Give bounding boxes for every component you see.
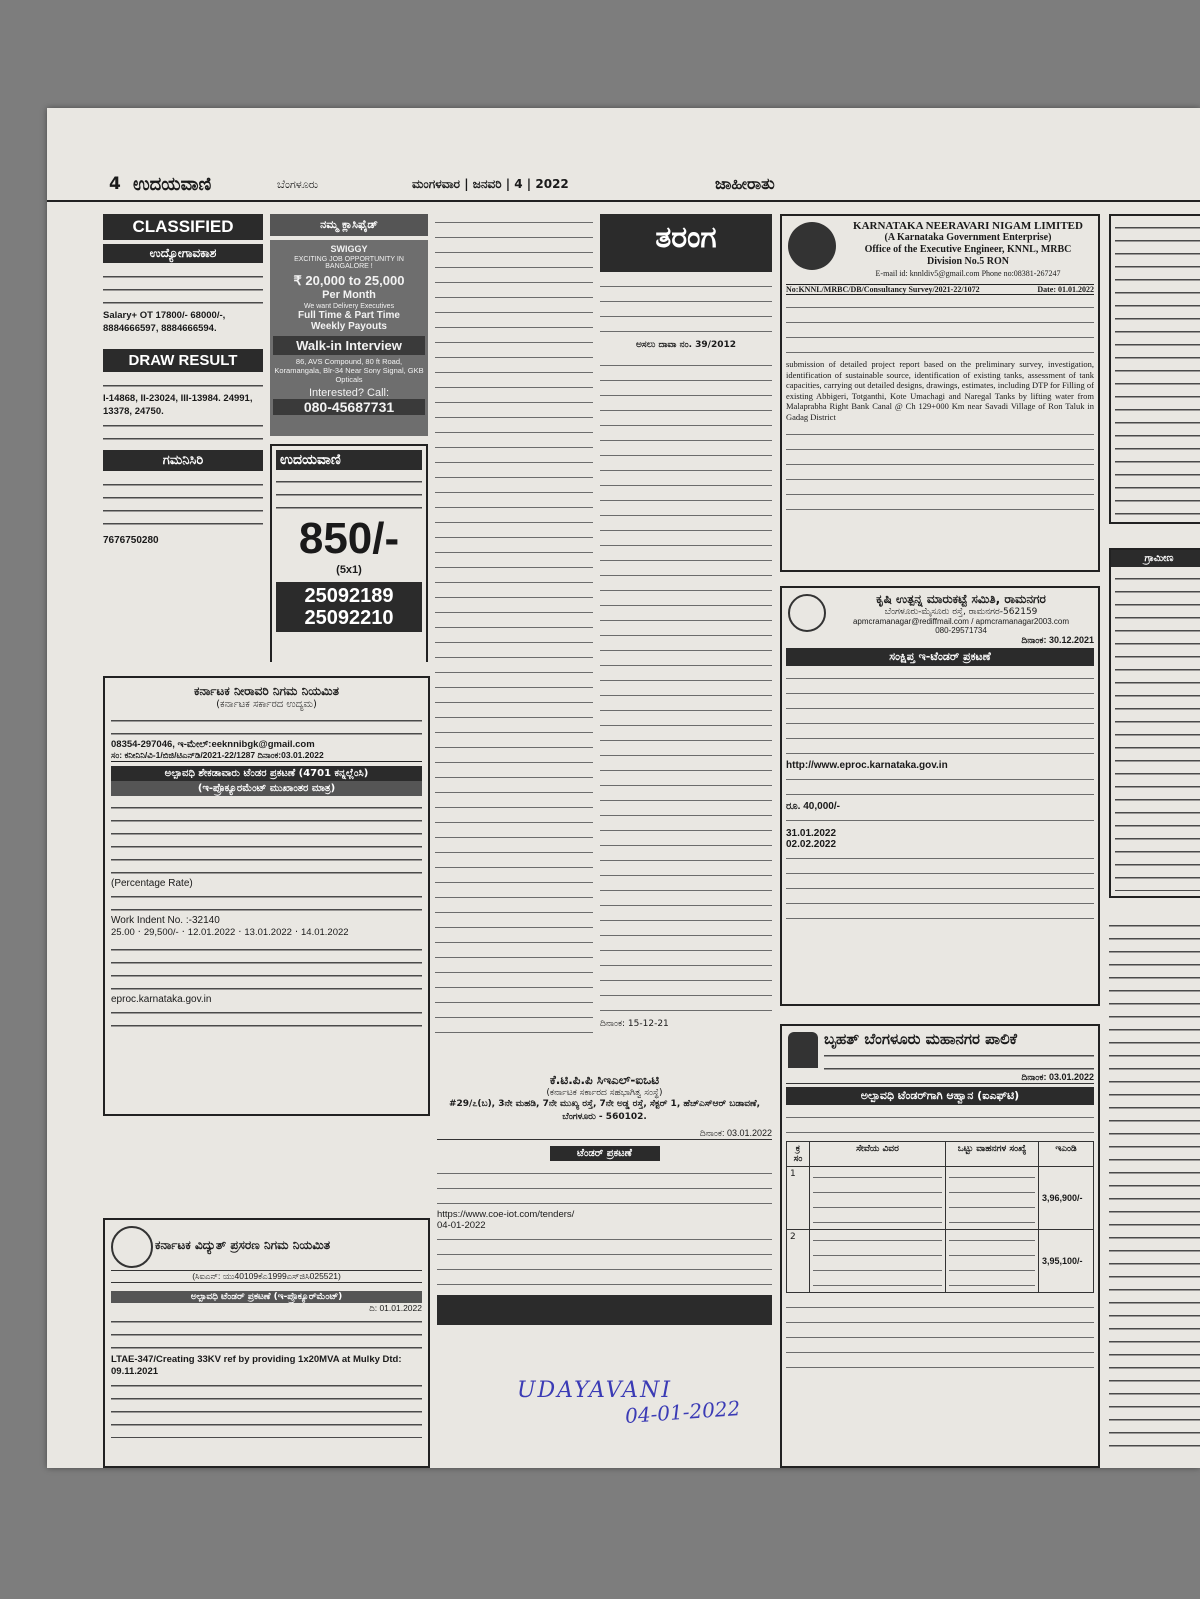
knnl-k-bar: ಅಲ್ಪಾವಧಿ ಶೇಕಡಾವಾರು ಟೆಂಡರ ಪ್ರಕಟಣೆ (4701 ಕನ್ನಲ್ಲೆಂಸಿ)	[111, 766, 422, 781]
notice-heading: ಗಮನಿಸಿರಿ	[103, 450, 263, 471]
handwritten-date: 04-01-2022	[624, 1396, 742, 1428]
taranga-lines-1	[600, 278, 772, 338]
knnl-k-title: ಕರ್ನಾಟಕ ನೀರಾವರಿ ನಿಗಮ ನಿಯಮಿತ	[194, 684, 339, 698]
taranga-date: ದಿನಾಂಕ: 15-12-21	[600, 1019, 669, 1029]
bbmp-date: ದಿನಾಂಕ: 03.01.2022	[786, 1072, 1094, 1084]
header-city: ಬೆಂಗಳೂರು	[277, 178, 319, 191]
apmc-logo	[788, 594, 826, 632]
knnl-k-emd: 25.00	[111, 927, 135, 938]
swiggy-time: Full Time & Part Time	[298, 310, 400, 321]
ktpp-title: ಕೆ.ಟಿ.ಪಿ.ಪಿ ಸಿಇಎಲ್-ಐಒಟಿ	[549, 1073, 660, 1087]
knnl-kannada-lines	[786, 299, 1094, 359]
knnl-date: Date: 01.01.2022	[1037, 285, 1094, 294]
taranga-lines-2	[600, 357, 772, 1017]
kptcl-ref: ದಿ: 01.01.2022	[369, 1303, 422, 1313]
apmc-phone: 080-29571734	[935, 626, 987, 635]
apmc-d1: 31.01.2022	[786, 828, 837, 839]
apmc-email: apmcramanagar@rediffmail.com / apmcramanagar2003.com	[852, 617, 1070, 626]
swiggy-brand: SWIGGY	[330, 244, 368, 254]
ktpp-lines	[437, 1165, 772, 1209]
bbmp-lines	[786, 1109, 1094, 1137]
knnl-logo	[788, 222, 836, 270]
knnl-subtitle: (A Karnataka Government Enterprise)	[884, 232, 1052, 243]
bbmp-bar: ಅಲ್ಪಾವಧಿ ಟೆಂಡರ್‌ಗಾಗಿ ಆಹ್ವಾನ (ಐಎಫ್‌ಟಿ)	[786, 1087, 1094, 1105]
section-title: ಜಾಹೀರಾತು	[715, 174, 775, 193]
table-row	[787, 1167, 1094, 1230]
classified-title: CLASSIFIED	[103, 214, 263, 240]
knnl-division: Division No.5 RON	[927, 256, 1009, 267]
udayavani-ad-lines	[276, 474, 422, 514]
knnl-k-date2: 13.01.2022	[244, 927, 292, 938]
knnl-k-percentage: (Percentage Rate)	[111, 878, 193, 889]
knnl-email: E-mail id: knnldiv5@gmail.com Phone no:08381-267247	[875, 269, 1061, 278]
bbmp-row1-val: 3,96,900/-	[1039, 1167, 1094, 1230]
jobs-text-lines	[103, 269, 263, 309]
column-2	[270, 214, 428, 662]
jobs-heading: ಉದ್ಯೋಗಾವಕಾಶ	[103, 244, 263, 263]
knnl-k-phone: 08354-297046, ಇ-ಮೇಲ್:eeknnibgk@gmail.com	[111, 739, 315, 750]
swiggy-ad	[270, 240, 428, 436]
bbmp-table-head: ಕ್ರ ಸಂ ಸೇವೆಯ ವಿವರ ಒಟ್ಟು ವಾಹನಗಳ ಸಂಖ್ಯೆ ಇಎಂಡಿ	[787, 1142, 1094, 1167]
notice-text-lines	[103, 477, 263, 533]
swiggy-payouts: Weekly Payouts	[311, 321, 387, 332]
knnl-k-date1: 12.01.2022	[187, 927, 236, 938]
court-notice-column	[435, 214, 593, 1042]
knnl-k-fee: 29,500/-	[143, 927, 179, 938]
udayavani-ad-size: (5x1)	[336, 564, 362, 576]
page-number: 4	[109, 174, 121, 194]
draw-numbers: I-14868, II-23024, III-13984. 24991, 13378, 24750.	[103, 393, 253, 417]
bbmp-logo	[788, 1032, 818, 1068]
udayavani-rate-ad	[270, 444, 428, 662]
knnl-kannada-notice: ಕರ್ನಾಟಕ ನೀರಾವರಿ ನಿಗಮ ನಿಯಮಿತ (ಕರ್ನಾಟಕ ಸರ್ಕಾರದ ಉದ್ಯಮ) 08354-297046, ಇ-ಮೇಲ್:eeknnibgk@gmail.com ಸಂ: ಕನೀನಿನಿ/ವಿ-1/ಬಿಜಿ/ಟಿಎನ್‌ಡಿ/2021-22/1287 ದಿನಾಂಕ:03.01.2022 ಅಲ್ಪಾವಧಿ ಶೇಕಡಾವಾರು ಟೆಂಡರ ಪ್ರಕಟಣೆ (4701 ಕನ್ನಲ್ಲೆಂಸಿ) (ಇ-ಪ್ರೊಕ್ಯೂರಮೆಂಟ್ ಮುಖಾಂತರ ಮಾತ್ರ) (Percentage Rate) Work Indent No. :-32140 25.00 · 29,500/- · 12.01.2022 · 13.01.2022 · 14.01.2022 eproc.karnataka.gov.in	[103, 676, 430, 1116]
draw-result-title: DRAW RESULT	[103, 349, 263, 372]
draw-text-lines-2	[103, 418, 263, 444]
bbmp-table	[786, 1141, 1094, 1293]
apmc-amount: ರೂ. 40,000/-	[786, 801, 840, 812]
jobs-salary: Salary+ OT 17800/- 68000/-, 8884666597, 8884666594.	[103, 310, 226, 334]
knnl-notice-text: submission of detailed project report based on the preliminary survey, investigation, identification of sustainable source, identification of existing tanks, assessment of tank capacities, carrying out detailed designs, drawings, estimates, including DTP for Filling of existing Abbigeri, Totganthi, Kote Umachagi and Naregal Tanks by lifting water from Malaprabha Right Bank Canal @ Ch 129+000 Km near Savadi Village of Ron Taluk in Gadag District	[786, 359, 1094, 422]
swiggy-note: We want Delivery Executives	[303, 303, 395, 310]
page-header	[47, 170, 1200, 202]
kptcl-lines	[111, 1314, 422, 1354]
header-date: ಮಂಗಳವಾರ | ಜನವರಿ | 4 | 2022	[412, 177, 569, 191]
swiggy-address: 86, AVS Compound, 80 ft Road, Koramangala, Blr-34 Near Sony Signal, GKB Opticals	[274, 357, 424, 384]
knnl-k-bar2: (ಇ-ಪ್ರೊಕ್ಯೂರಮೆಂಟ್ ಮುಖಾಂತರ ಮಾತ್ರ)	[111, 781, 422, 796]
kptcl-lines-2	[111, 1378, 422, 1438]
phone-1: 25092189	[304, 585, 394, 607]
apmc-notice	[780, 586, 1100, 1006]
draw-text-lines	[103, 378, 263, 392]
swiggy-call-label: Interested? Call:	[308, 387, 390, 399]
udayavani-ad-phones	[276, 582, 422, 632]
swiggy-call-number: 080-45687731	[273, 399, 425, 415]
knnl-kannada-lines-2	[786, 426, 1094, 516]
knnl-k-work-indent: Work Indent No. :-32140	[111, 915, 220, 926]
swiggy-pay: ₹ 20,000 to 25,000	[293, 273, 405, 288]
swiggy-tag: EXCITING JOB OPPORTUNITY IN BANGALORE !	[294, 256, 404, 270]
kptcl-title: ಕರ್ನಾಟಕ ವಿದ್ಯುತ್ ಪ್ರಸರಣ ನಿಗಮ ನಿಯಮಿತ	[155, 1238, 331, 1252]
handwritten-name: UDAYAVANI	[517, 1378, 673, 1403]
knnl-k-lines-4	[111, 942, 422, 994]
ktpp-footer-strip	[437, 1295, 772, 1325]
taranga-case-no: ಅಸಲು ದಾವಾ ನಂ. 39/2012	[635, 340, 737, 350]
bbmp-row2-no: 2	[787, 1230, 810, 1293]
bbmp-notice	[780, 1024, 1100, 1468]
ktpp-notice	[437, 1073, 772, 1373]
taranga-title: ತರಂಗ	[655, 220, 717, 255]
knnl-english-notice	[780, 214, 1100, 572]
kptcl-cin: (ಸಿಐಎನ್: ಯು40109ಕೆಎ1999ಎಸ್‌ಜಿಸಿ025521)	[111, 1270, 422, 1283]
apmc-lines-1	[786, 670, 1094, 760]
bbmp-row2-val: 3,95,100/-	[1039, 1230, 1094, 1293]
knnl-k-sub: (ಕರ್ನಾಟಕ ಸರ್ಕಾರದ ಉದ್ಯಮ)	[216, 699, 317, 710]
ktpp-date: ದಿನಾಂಕ: 03.01.2022	[437, 1128, 772, 1140]
apmc-date: ದಿನಾಂಕ: 30.12.2021	[1021, 635, 1094, 645]
knnl-k-ref: ಸಂ: ಕನೀನಿನಿ/ವಿ-1/ಬಿಜಿ/ಟಿಎನ್‌ಡಿ/2021-22/1287 ದಿನಾಂಕ:03.01.2022	[111, 750, 422, 762]
ktpp-dates: 04-01-2022	[437, 1220, 486, 1231]
newspaper-page	[47, 108, 1200, 1468]
phone-2: 25092210	[304, 607, 394, 629]
knnl-title: KARNATAKA NEERAVARI NIGAM LIMITED	[853, 220, 1083, 232]
apmc-lines-4	[786, 850, 1094, 920]
taranga-banner	[600, 214, 772, 272]
taranga-column	[600, 214, 772, 1042]
knnl-k-lines-5	[111, 1005, 422, 1031]
right-cutoff-column-3	[1109, 918, 1200, 1458]
apmc-url: http://www.eproc.karnataka.gov.in	[786, 760, 948, 771]
classified-column	[103, 214, 263, 662]
apmc-lines-3	[786, 812, 1094, 828]
right-cutoff-column	[1109, 214, 1200, 524]
notice-phone: 7676750280	[103, 535, 159, 546]
kptcl-notice	[103, 1218, 430, 1468]
bbmp-title: ಬೃಹತ್ ಬೆಂಗಳೂರು ಮಹಾನಗರ ಪಾಲಿಕೆ	[824, 1030, 1017, 1048]
kptcl-lp: LTAE-347/Creating 33KV ref by providing 1x20MVA at Mulky Dtd: 09.11.2021	[111, 1354, 402, 1377]
right-cutoff-column-2: ಗ್ರಾಮೀಣ	[1109, 548, 1200, 898]
swiggy-walkin: Walk-in Interview	[273, 336, 425, 355]
ktpp-sub: (ಕರ್ನಾಟಕ ಸರ್ಕಾರದ ಸಹಭಾಗಿತ್ವ ಸಂಸ್ಥೆ)	[546, 1088, 663, 1098]
kptcl-logo	[111, 1226, 153, 1268]
ktpp-url: https://www.coe-iot.com/tenders/	[437, 1209, 575, 1220]
apmc-lines-2	[786, 771, 1094, 801]
bbmp-address-lines	[824, 1048, 1094, 1072]
bbmp-lines-2	[786, 1299, 1094, 1379]
masthead: ಉದಯವಾಣಿ	[133, 174, 212, 195]
bbmp-row1-no: 1	[787, 1167, 810, 1230]
udayavani-ad-name: ಉದಯವಾಣಿ	[276, 450, 422, 470]
ktpp-lines-2	[437, 1231, 772, 1291]
knnl-k-date3: 14.01.2022	[301, 927, 349, 938]
knnl-ref: No:KNNL/MRBC/DB/Consultancy Survey/2021-22/1072	[786, 285, 980, 294]
apmc-d2: 02.02.2022	[786, 839, 837, 850]
apmc-address: ಬೆಂಗಳೂರು-ಮೈಸೂರು ರಸ್ತೆ, ರಾಮನಗರ-562159	[884, 607, 1038, 617]
knnl-k-lines-2	[111, 800, 422, 878]
udayavani-ad-price: 850/-	[298, 514, 400, 563]
ktpp-address: #29/೭(ಬ), 3ನೇ ಮಹಡಿ, 7ನೇ ಮುಖ್ಯ ರಸ್ತೆ, 7ನೇ ಅಡ್ಡ ರಸ್ತೆ, ಸೆಕ್ಟರ್ 1, ಹೆಚ್‌ಎಸ್‌ಆರ್ ಬಡಾವಣೆ, ಬೆಂಗಳೂರು - 560102.	[448, 1099, 761, 1122]
knnl-office: Office of the Executive Engineer, KNNL, MRBC	[864, 244, 1072, 255]
apmc-heading: ಸಂಕ್ಷಿಪ್ತ ಇ-ಟೆಂಡರ್ ಪ್ರಕಟಣೆ	[786, 648, 1094, 666]
table-row	[787, 1230, 1094, 1293]
nimma-classified-banner: ನಮ್ಮ ಕ್ಲಾಸಿಫೈಡ್	[270, 214, 428, 236]
kptcl-bar: ಅಲ್ಪಾವಧಿ ಟೆಂಡರ್ ಪ್ರಕಟಣೆ (ಇ-ಪ್ರೊಕ್ಯೂರ್‌ಮೆಂಟ್)	[111, 1291, 422, 1303]
ktpp-bar: ಟೆಂಡರ್ ಪ್ರಕಟಣೆ	[550, 1146, 660, 1161]
knnl-k-site: eproc.karnataka.gov.in	[111, 994, 212, 1005]
swiggy-per: Per Month	[322, 289, 376, 301]
knnl-k-lines-3	[111, 889, 422, 915]
apmc-title: ಕೃಷಿ ಉತ್ಪನ್ನ ಮಾರುಕಟ್ಟೆ ಸಮಿತಿ, ರಾಮನಗರ	[876, 592, 1046, 606]
knnl-k-lines	[111, 713, 422, 739]
court-notice-text	[435, 214, 593, 1034]
